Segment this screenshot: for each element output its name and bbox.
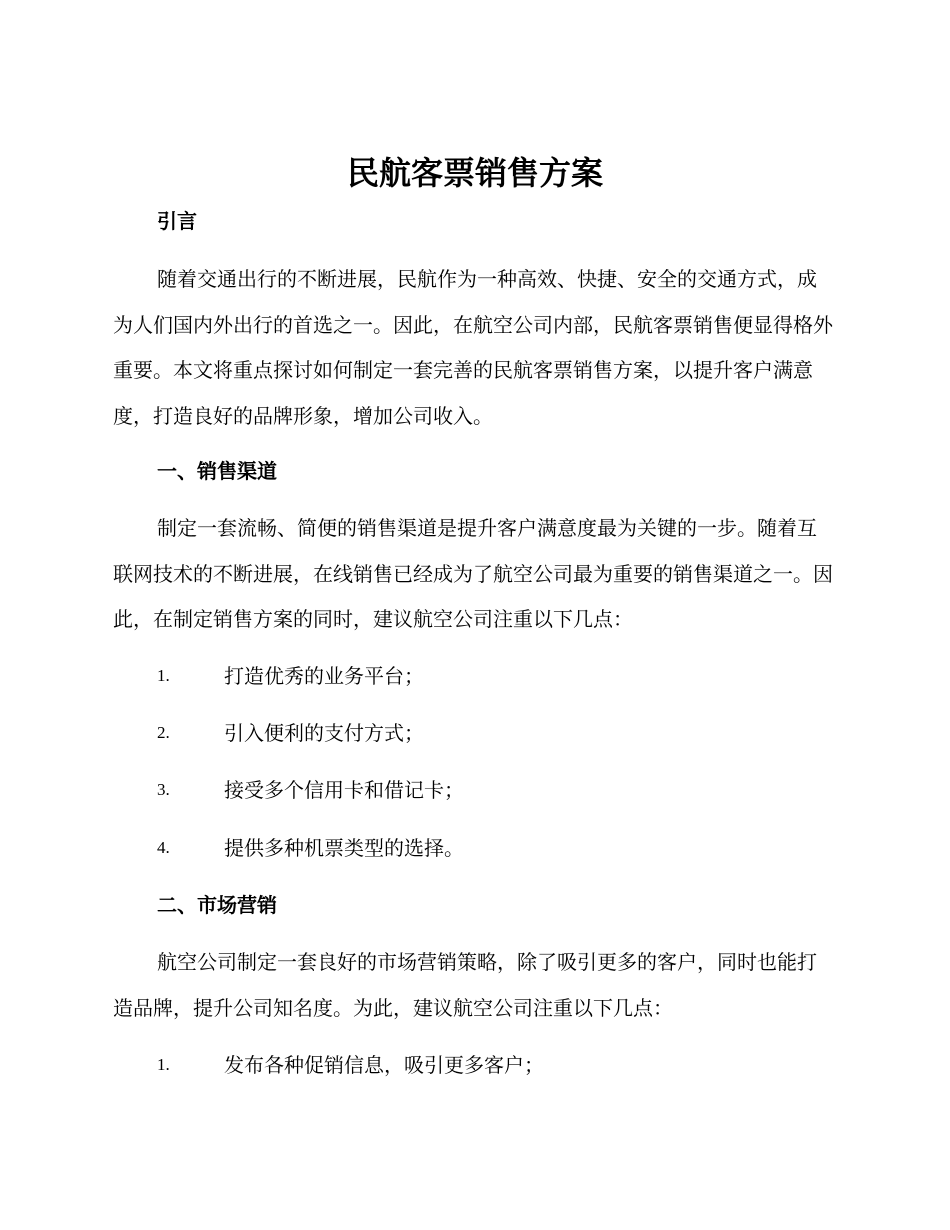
sales-channels-paragraph: 制定一套流畅、简便的销售渠道是提升客户满意度最为关键的一步。随着互联网技术的不断进展，在线销售已经成为了航空公司最为重要的销售渠道之一。因此，在制定销售方案的同时，建议航空公司注重以下几点： bbox=[113, 516, 833, 631]
marketing-paragraph: 航空公司制定一套良好的市场营销策略，除了吸引更多的客户，同时也能打造品牌，提升公司知名度。为此，建议航空公司注重以下几点： bbox=[113, 950, 817, 1020]
intro-heading: 引言 bbox=[157, 209, 197, 233]
list-item-text: 接受多个信用卡和借记卡； bbox=[224, 778, 464, 802]
list-item-text: 引入便利的支付方式； bbox=[224, 721, 424, 745]
list-item-number: 2. bbox=[157, 723, 170, 742]
page-title: 民航客票销售方案 bbox=[346, 154, 603, 192]
list-item-number: 3. bbox=[157, 780, 170, 799]
list-item-number: 1. bbox=[157, 666, 170, 685]
list-item-text: 打造优秀的业务平台； bbox=[224, 664, 424, 688]
section-heading-marketing: 二、市场营销 bbox=[157, 893, 277, 917]
list-item-text: 发布各种促销信息，吸引更多客户； bbox=[224, 1053, 544, 1077]
list-item-text: 提供多种机票类型的选择。 bbox=[224, 836, 464, 860]
intro-paragraph: 随着交通出行的不断进展，民航作为一种高效、快捷、安全的交通方式，成为人们国内外出行的首选之一。因此，在航空公司内部，民航客票销售便显得格外重要。本文将重点探讨如何制定一套完善的民航客票销售方案，以提升客户满意度，打造良好的品牌形象，增加公司收入。 bbox=[113, 267, 833, 428]
section-heading-sales-channels: 一、销售渠道 bbox=[157, 459, 277, 483]
list-item-number: 4. bbox=[157, 838, 170, 857]
list-item-number: 1. bbox=[157, 1055, 170, 1074]
